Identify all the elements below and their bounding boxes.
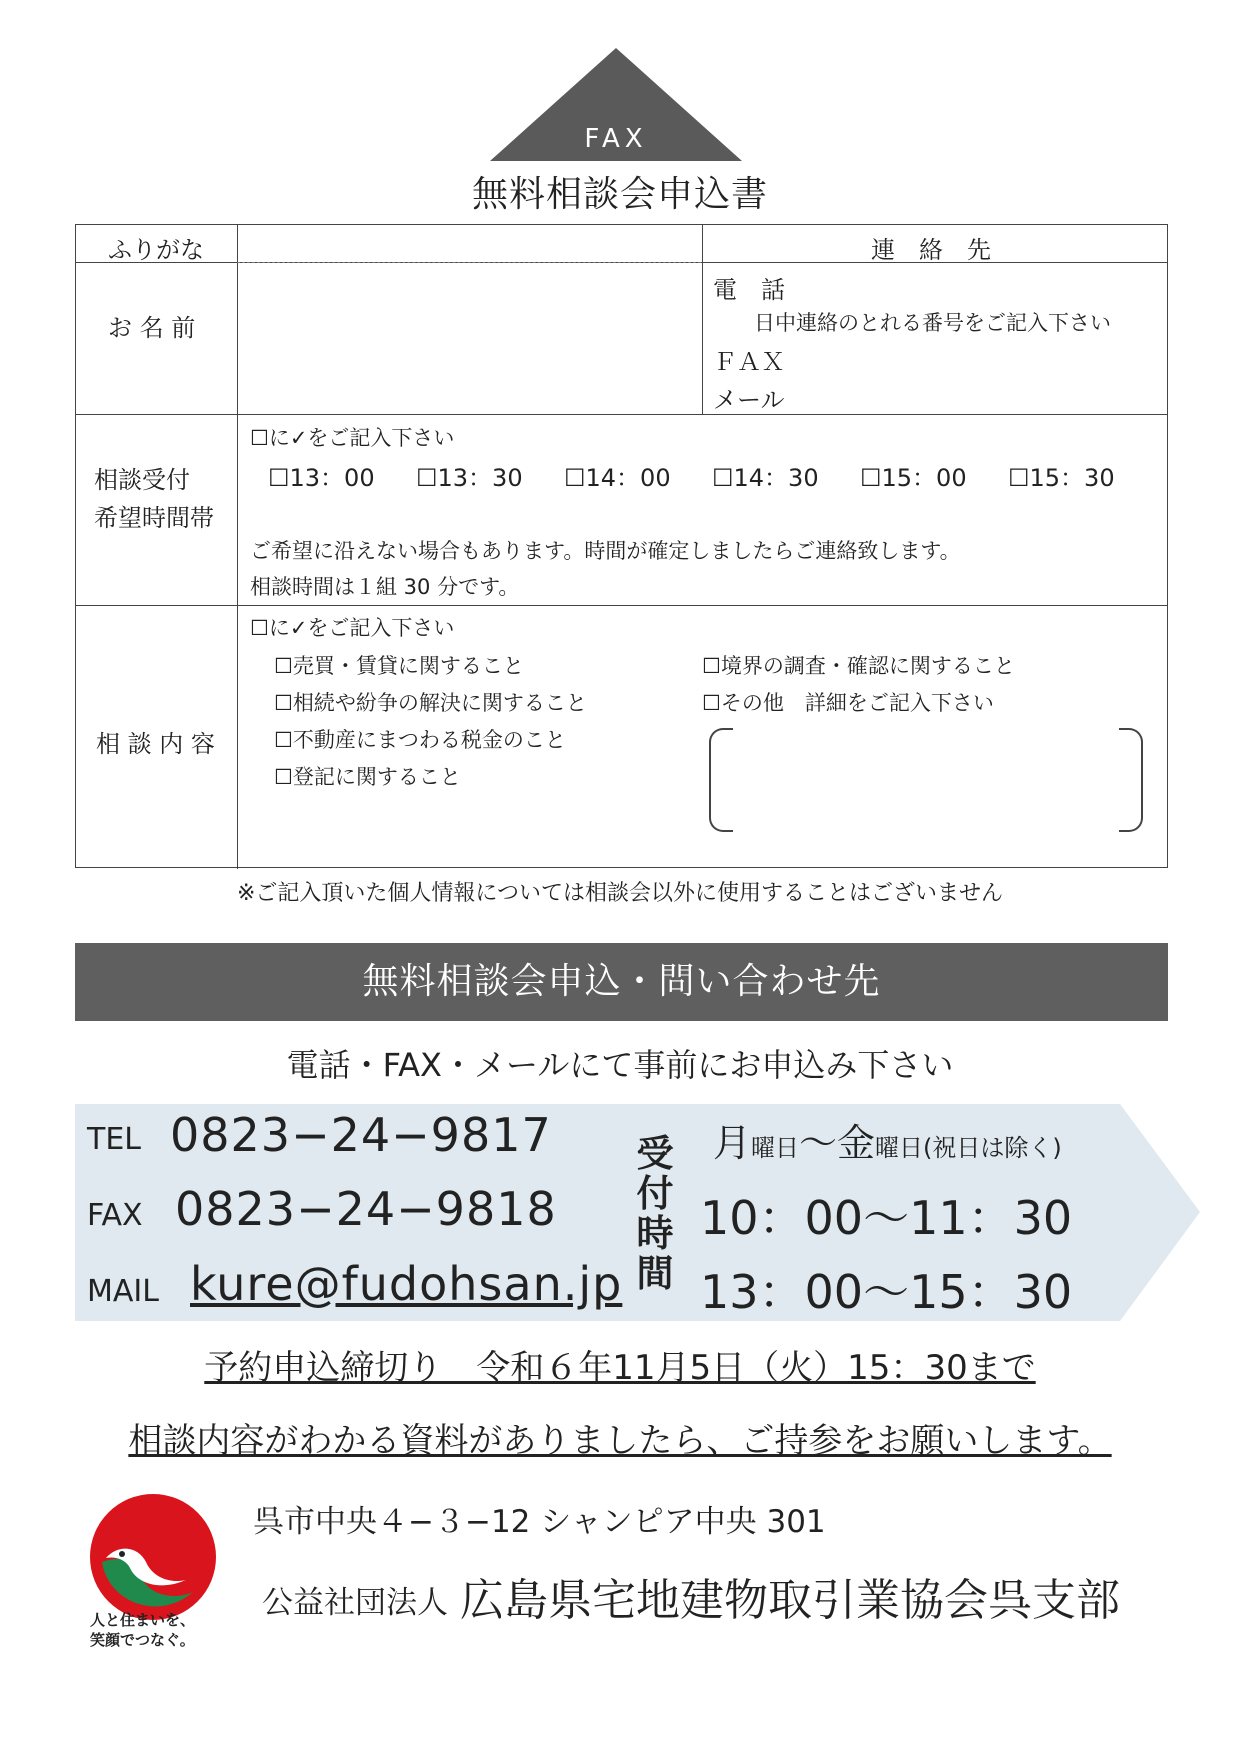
col-divider <box>237 225 238 869</box>
mail-address-link[interactable]: kure@fudohsan.jp <box>190 1257 623 1311</box>
form-title: 無料相談会申込書 <box>471 174 768 215</box>
time-duration-note: 相談時間は１組 30 分です。 <box>250 575 520 599</box>
bring-documents-note: 相談内容がわかる資料がありましたら、ご持参をお願いします。 <box>128 1421 1112 1461</box>
hours-afternoon: 13：00〜15：30 <box>700 1265 1073 1319</box>
time-slot-checkbox[interactable]: ☐14：00 <box>564 464 671 492</box>
application-form-table <box>75 224 1168 868</box>
name-label: お 名 前 <box>108 314 196 342</box>
time-label-line1: 相談受付 <box>94 466 190 494</box>
time-note: ご希望に沿えない場合もあります。時間が確定しましたらご連絡致します。 <box>250 539 961 563</box>
time-slot-checkbox[interactable]: ☐13：00 <box>268 464 375 492</box>
content-option-checkbox[interactable]: ☐売買・賃貸に関すること <box>274 654 524 678</box>
privacy-notice: ※ご記入頂いた個人情報については相談会以外に使用することはございません <box>237 881 1003 906</box>
content-instruction: ☐に✓をご記入下さい <box>250 616 455 640</box>
reception-days <box>713 1112 1062 1167</box>
contact-subtitle: 電話・FAX・メールにて事前にお申込み下さい <box>286 1046 954 1084</box>
furigana-input[interactable] <box>240 227 700 261</box>
row-divider <box>76 605 1167 606</box>
slogan-line: 人と住まいを、 <box>90 1611 196 1629</box>
content-option-checkbox[interactable]: ☐登記に関すること <box>274 765 461 789</box>
phone-note: 日中連絡のとれる番号をご記入下さい <box>754 311 1111 335</box>
phone-label: 電 話 <box>713 276 785 304</box>
org-name: 広島県宅地建物取引業協会呉支部 <box>460 1575 1120 1626</box>
fax-field-label: ＦＡＸ <box>713 348 785 376</box>
time-label-line2: 希望時間帯 <box>94 504 214 532</box>
days-monday: 月 <box>713 1121 752 1165</box>
name-input[interactable] <box>240 265 700 411</box>
furigana-divider <box>237 262 701 263</box>
days-holiday-note: 曜日(祝日は除く) <box>875 1134 1062 1162</box>
fax-label: FAX <box>584 124 648 154</box>
mail-contact-label: MAIL <box>87 1274 159 1309</box>
tel-number[interactable]: 0823−24−9817 <box>170 1108 552 1162</box>
mail-label: メール <box>713 386 785 414</box>
time-instruction: ☐に✓をご記入下さい <box>250 426 455 450</box>
content-label: 相 談 内 容 <box>96 730 215 758</box>
address: 呉市中央４−３−12 シャンピア中央 301 <box>253 1504 826 1540</box>
hours-morning: 10：00〜11：30 <box>700 1191 1073 1245</box>
content-option-checkbox[interactable]: ☐相続や紛争の解決に関すること <box>274 691 587 715</box>
details-input[interactable] <box>734 730 1117 828</box>
org-prefix: 公益社団法人 <box>262 1585 448 1621</box>
content-option-checkbox[interactable]: ☐その他 詳細をご記入下さい <box>702 691 994 715</box>
fax-contact-label: FAX <box>87 1198 143 1233</box>
reception-hours-label: 受付時間 <box>636 1132 674 1295</box>
reservation-deadline: 予約申込締切り 令和６年11月5日（火）15：30まで <box>204 1348 1036 1388</box>
contact-header: 連 絡 先 <box>871 236 991 264</box>
details-bracket-left <box>709 728 733 832</box>
content-option-checkbox[interactable]: ☐不動産にまつわる税金のこと <box>274 728 566 752</box>
days-friday: 〜金 <box>799 1121 876 1165</box>
days-weekday-suffix: 曜日 <box>751 1134 800 1162</box>
col-divider <box>702 225 703 414</box>
association-logo-icon <box>88 1492 218 1622</box>
slogan <box>90 1610 195 1650</box>
tel-label: TEL <box>87 1122 141 1157</box>
slogan-line: 笑顔でつなぐ。 <box>90 1631 195 1649</box>
furigana-label: ふりがな <box>108 236 204 264</box>
time-slot-checkbox[interactable]: ☐15：00 <box>860 464 967 492</box>
content-option-checkbox[interactable]: ☐境界の調査・確認に関すること <box>702 654 1015 678</box>
row-divider <box>76 414 1167 415</box>
time-slot-checkbox[interactable]: ☐14：30 <box>712 464 819 492</box>
time-slot-checkbox[interactable]: ☐15：30 <box>1008 464 1115 492</box>
fax-number[interactable]: 0823−24−9818 <box>175 1182 557 1236</box>
time-slot-checkbox[interactable]: ☐13：30 <box>416 464 523 492</box>
contact-box <box>75 1104 1200 1321</box>
contact-banner: 無料相談会申込・問い合わせ先 <box>75 943 1168 1021</box>
details-bracket-right <box>1119 728 1143 832</box>
